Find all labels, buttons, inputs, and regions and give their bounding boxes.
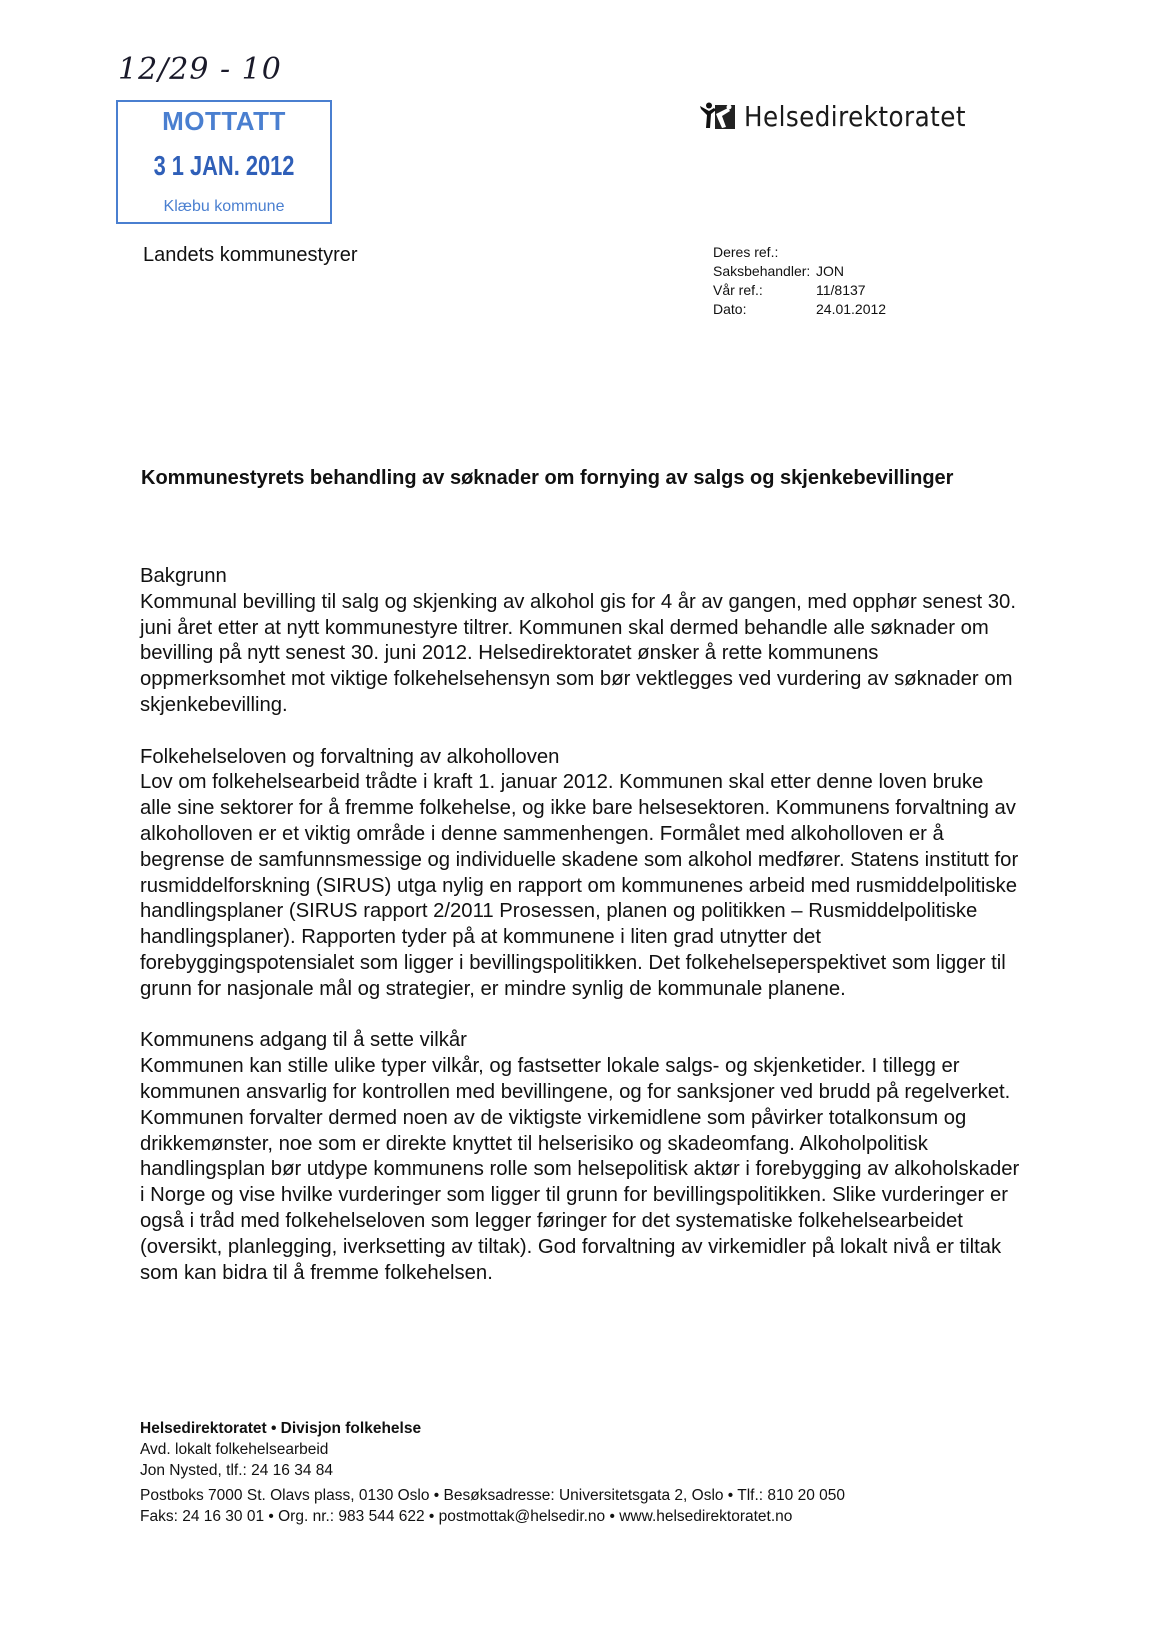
letter-body bbox=[140, 564, 1020, 1312]
letterhead-logo bbox=[700, 100, 996, 133]
reference-row bbox=[713, 300, 886, 319]
footer-address: Postboks 7000 St. Olavs plass, 0130 Oslo • Besøksadresse: Universitetsgata 2, Oslo • Tlf.: 810 20 050 bbox=[140, 1487, 845, 1504]
letter-title: Kommunestyrets behandling av søknader om fornying av salgs og skjenkebevillinger bbox=[141, 467, 954, 489]
footer-fax-line: Faks: 24 16 30 01 • Org. nr.: 983 544 622 • postmottak@helsedir.no • www.helsedirektoratet.no bbox=[140, 1508, 793, 1525]
stamp-date: 3 1 JAN. 2012 bbox=[153, 150, 295, 181]
section-text: Kommunal bevilling til salg og skjenking av alkohol gis for 4 år av gangen, med opphør senest 30. juni året etter at nytt kommunestyre tiltrer. Kommunen skal dermed behandle alle søknader om bevilling på nytt senest 30. juni 2012. Helsedirektoratet ønsker å rette kommunens oppmerksomhet mot viktige folkehelsehensyn som bør vektlegges ved vurdering av søknader om skjenkebevilling. bbox=[140, 590, 1016, 716]
reference-row bbox=[713, 281, 886, 300]
footer-department: Avd. lokalt folkehelsearbeid bbox=[140, 1441, 329, 1458]
reference-label: Saksbehandler: bbox=[713, 263, 811, 279]
reference-label: Vår ref.: bbox=[713, 282, 763, 298]
section-heading: Bakgrunn bbox=[140, 565, 227, 587]
section-background bbox=[140, 564, 1020, 719]
handwritten-case-number: 12/29 - 10 bbox=[118, 52, 282, 87]
section-heading: Folkehelseloven og forvaltning av alkoholloven bbox=[140, 745, 560, 768]
reference-label: Deres ref.: bbox=[713, 244, 779, 260]
section-text: Lov om folkehelsearbeid trådte i kraft 1. januar 2012. Kommunen skal etter denne loven bruke alle sine sektorer for å fremme folkehelse, og ikke bare helsesektoren. Kommunens forvaltning av alkoholloven er et viktig område i denne sammenhengen. Formålet med alkoholloven er å begrense de samfunnsmessige og individuelle skadene som alkohol medfører. Statens institutt for rusmiddelforskning (SIRUS) utga nylig en rapport om kommunenes arbeid med rusmiddelpolitiske handlingsplaner (SIRUS rapport 2/2011 Prosessen, planen og politikken – Rusmiddelpolitiske handlingsplaner). Rapporten tyder på at kommunene i liten grad utnytter det forebyggingspotensialet som ligger i bevillingspolitikken. Det folkehelseperspektivet som ligger til grunn for nasjonale mål og strategier, er mindre synlig de kommunale planene. bbox=[140, 771, 1019, 1000]
reference-row bbox=[713, 262, 886, 281]
section-public-health-act bbox=[140, 745, 1020, 1003]
reference-value: JON bbox=[816, 263, 844, 279]
reference-value: 24.01.2012 bbox=[816, 301, 887, 317]
letter-footer bbox=[140, 1418, 845, 1527]
reference-label: Dato: bbox=[713, 301, 747, 317]
section-heading: Kommunens adgang til å sette vilkår bbox=[140, 1029, 467, 1052]
stamp-title: MOTTATT bbox=[162, 106, 286, 136]
section-conditions bbox=[140, 1028, 1020, 1286]
organization-name: Helsedirektoratet bbox=[744, 100, 966, 133]
recipient: Landets kommunestyrer bbox=[143, 244, 358, 266]
received-stamp bbox=[116, 100, 332, 224]
reference-row bbox=[713, 243, 886, 262]
stamp-organization: Klæbu kommune bbox=[163, 198, 285, 215]
section-text: Kommunen kan stille ulike typer vilkår, og fastsetter lokale salgs- og skjenketider. I tillegg er kommunen ansvarlig for kontrollen med bevillingene, og for sanksjoner ved brudd på regelverket. Kommunen forvalter dermed noen av de viktigste virkemidlene som påvirker totalkonsum og drikkemønster, noe som er direkte knyttet til helserisiko og skadeomfang. Alkoholpolitisk handlingsplan bør utdype kommunens rolle som helsepolitisk aktør i forebygging av alkoholskader i Norge og vise hvilke vurderinger som ligger til grunn for bevillingspolitikken. Slike vurderinger er også i tråd med folkehelseloven som legger føringer for det systematiske folkehelsearbeidet (oversikt, planlegging, iverksetting av tiltak). God forvaltning av virkemidler på lokalt nivå er tiltak som kan bidra til å fremme folkehelsen. bbox=[140, 1055, 1020, 1284]
footer-organization: Helsedirektoratet • Divisjon folkehelse bbox=[140, 1420, 422, 1437]
reference-value: 11/8137 bbox=[816, 282, 866, 298]
helsedirektoratet-figure-icon bbox=[700, 102, 736, 132]
footer-contact: Jon Nysted, tlf.: 24 16 34 84 bbox=[140, 1462, 334, 1479]
reference-block bbox=[713, 243, 886, 319]
